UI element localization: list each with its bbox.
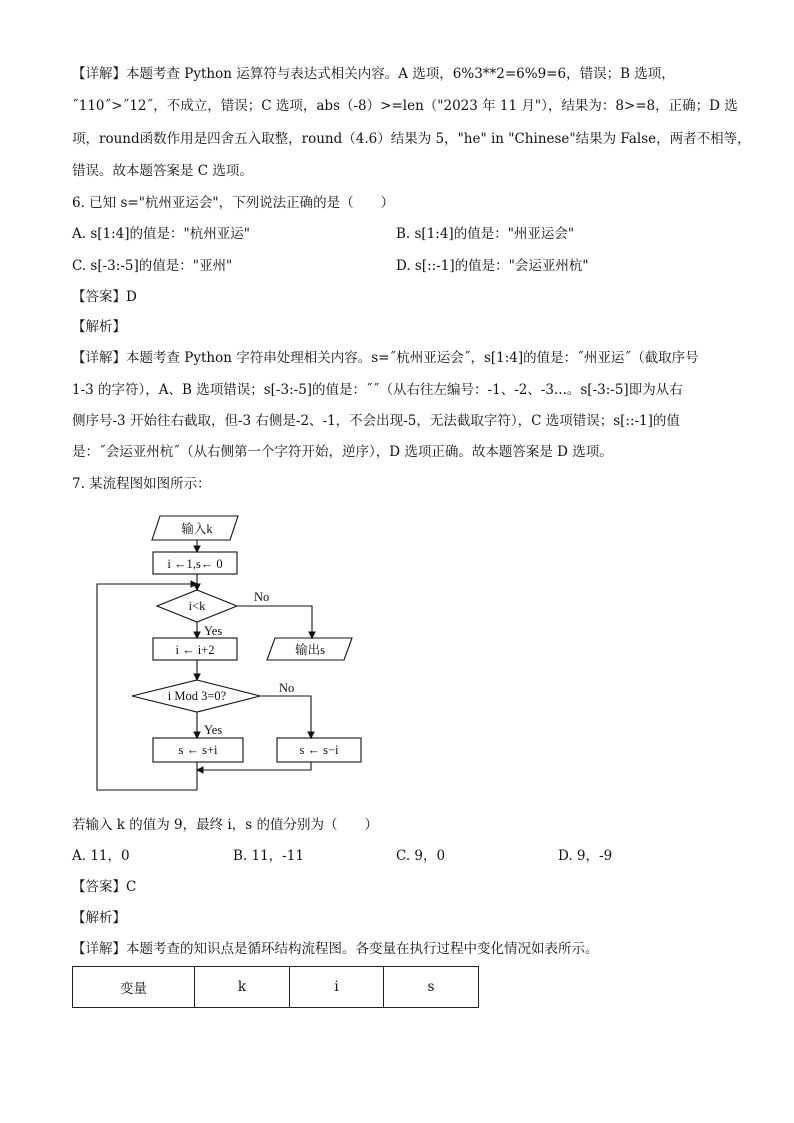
q7-answer: 【答案】C <box>72 879 137 895</box>
q7-option-d: D. 9，-9 <box>558 848 613 864</box>
flow-cond1-text: i<k <box>188 599 206 613</box>
q6-option-c: C. s[-3:-5]的值是："亚州" <box>72 258 233 274</box>
flow-no1-label: No <box>254 590 270 604</box>
q5-explanation-line-4: 错误。故本题答案是 C 选项。 <box>72 163 253 179</box>
variable-table <box>72 966 479 1008</box>
q7-option-b: B. 11，-11 <box>233 848 304 864</box>
flow-init-text: i ←1,s← 0 <box>167 557 223 571</box>
q7-analysis-label: 【解析】 <box>72 910 126 926</box>
flow-yes2-label: Yes <box>204 723 223 737</box>
flow-sub-text: s ← s−i <box>299 743 339 757</box>
table-header-cell: 变量 <box>73 967 195 1008</box>
q6-option-b: B. s[1:4]的值是："州亚运会" <box>396 226 575 242</box>
flow-output-text: 输出s <box>295 643 325 657</box>
q6-option-d: D. s[::-1]的值是："会运亚州杭" <box>396 258 589 274</box>
flowchart <box>80 508 380 798</box>
flow-yes1-label: Yes <box>204 624 223 638</box>
q7-option-c: C. 9，0 <box>396 848 446 864</box>
flow-add-text: s ← s+i <box>178 743 218 757</box>
q5-explanation-line-3: 项，round函数作用是四舍五入取整，round（4.6）结果为 5，"he" in "Chinese"结果为 False，两者不相等， <box>72 131 751 147</box>
q6-stem: 6. 已知 s="杭州亚运会"，下列说法正确的是（ ） <box>72 195 395 211</box>
q5-explanation-line-1: 【详解】本题考查 Python 运算符与表达式相关内容。A 选项，6%3**2=6%9=6，错误；B 选项， <box>72 66 675 82</box>
flow-cond2-text: i Mod 3=0? <box>167 689 227 703</box>
table-header-cell: k <box>195 967 290 1008</box>
q7-question: 若输入 k 的值为 9，最终 i，s 的值分别为（ ） <box>72 817 378 833</box>
table-row <box>73 967 479 1008</box>
flow-incr-text: i ← i+2 <box>175 643 215 657</box>
table-header-cell: s <box>384 967 479 1008</box>
q7-option-a: A. 11，0 <box>72 848 130 864</box>
flow-input-text: 输入k <box>181 522 213 536</box>
table-header-cell: i <box>290 967 384 1008</box>
q7-detail: 【详解】本题考查的知识点是循环结构流程图。各变量在执行过程中变化情况如表所示。 <box>72 941 599 957</box>
q6-option-a: A. s[1:4]的值是："杭州亚运" <box>72 226 250 242</box>
q6-detail-line-2: 1-3 的字符），A、B 选项错误；s[-3:-5]的值是：˝˝（从右往左编号：-1、-2、-3...。s[-3:-5]即为从右 <box>72 382 683 398</box>
q6-detail-line-4: 是：˝会运亚州杭˝（从右侧第一个字符开始，逆序），D 选项正确。故本题答案是 D 选项。 <box>72 444 613 460</box>
flow-no2-label: No <box>279 681 295 695</box>
q6-detail-line-3: 侧序号-3 开始往右截取，但-3 右侧是-2、-1，不会出现-5，无法截取字符），C 选项错误；s[::-1]的值 <box>72 413 680 429</box>
q6-detail-line-1: 【详解】本题考查 Python 字符串处理相关内容。s=˝杭州亚运会˝，s[1:4]的值是：˝州亚运˝（截取序号 <box>72 350 699 366</box>
q7-stem: 7. 某流程图如图所示： <box>72 476 211 492</box>
q6-answer: 【答案】D <box>72 289 137 305</box>
q6-analysis-label: 【解析】 <box>72 319 126 335</box>
q5-explanation-line-2: ˝110˝>˝12˝，不成立，错误；C 选项，abs（-8）>=len（"2023 年 11 月"），结果为：8>=8，正确；D 选 <box>72 98 738 114</box>
